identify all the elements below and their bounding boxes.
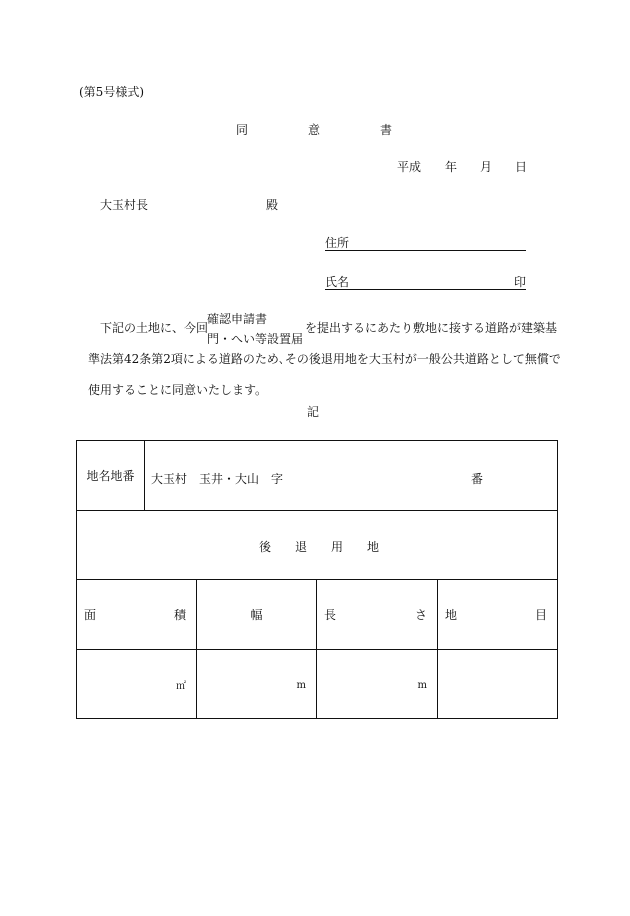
lot-suffix: 番 bbox=[471, 472, 484, 486]
setback-char-3: 用 bbox=[331, 540, 344, 554]
land-category-header-left: 地 bbox=[445, 608, 458, 622]
body-line1-post: を提出するにあたり敷地に接する道路が建築基 bbox=[305, 321, 558, 335]
date-day: 日 bbox=[515, 160, 528, 174]
title-char-1: 同 bbox=[236, 123, 249, 137]
width-header-label: 幅 bbox=[250, 608, 263, 622]
option-confirmation-application: 確認申請書 bbox=[207, 312, 268, 326]
length-header-left: 長 bbox=[324, 608, 337, 622]
address-field[interactable] bbox=[325, 236, 526, 251]
lot-row bbox=[77, 441, 558, 511]
seal-mark: 印 bbox=[514, 275, 527, 289]
area-header bbox=[77, 580, 197, 650]
setback-char-2: 退 bbox=[295, 540, 308, 554]
length-header-right: さ bbox=[414, 608, 427, 622]
land-category-header-right: 目 bbox=[534, 608, 547, 622]
column-header-row bbox=[77, 580, 558, 650]
value-row bbox=[77, 650, 558, 719]
lot-label-cell bbox=[77, 441, 145, 511]
date-month: 月 bbox=[480, 160, 493, 174]
area-header-right: 積 bbox=[173, 608, 186, 622]
date-year: 年 bbox=[445, 160, 458, 174]
setback-char-4: 地 bbox=[367, 540, 380, 554]
form-number: (第5号様式) bbox=[79, 85, 144, 99]
lot-value-cell[interactable] bbox=[145, 441, 558, 511]
address-label: 住所 bbox=[325, 236, 350, 250]
area-unit: ㎡ bbox=[176, 680, 186, 692]
addressee-honorific: 殿 bbox=[266, 198, 279, 212]
width-value-cell[interactable] bbox=[197, 650, 317, 719]
section-header-row bbox=[77, 511, 558, 580]
name-field[interactable] bbox=[325, 275, 526, 290]
lot-value: 大玉村 玉井・大山 字 bbox=[151, 472, 284, 486]
title-char-3: 書 bbox=[380, 123, 393, 137]
land-category-value-cell[interactable] bbox=[438, 650, 558, 719]
land-category-header bbox=[438, 580, 558, 650]
addressee-name: 大玉村長 bbox=[100, 198, 149, 212]
ki-heading: 記 bbox=[307, 405, 320, 419]
length-header bbox=[317, 580, 438, 650]
body-line2: 準法第42条第2項による道路のため､その後退用地を大玉村が一般公共道路として無償で bbox=[88, 352, 561, 366]
title-char-2: 意 bbox=[308, 123, 321, 137]
area-header-left: 面 bbox=[84, 608, 97, 622]
length-unit: m bbox=[417, 680, 427, 691]
body-line3: 使用することに同意いたします。 bbox=[88, 383, 268, 397]
option-gate-fence-notice: 門・へい等設置届 bbox=[207, 332, 304, 346]
lot-label: 地名地番 bbox=[86, 469, 135, 483]
setback-land-header bbox=[77, 511, 558, 580]
width-header bbox=[197, 580, 317, 650]
name-label: 氏名 bbox=[325, 275, 350, 289]
land-table bbox=[76, 440, 558, 719]
length-value-cell[interactable] bbox=[317, 650, 438, 719]
area-value-cell[interactable] bbox=[77, 650, 197, 719]
width-unit: m bbox=[296, 680, 306, 691]
date-era: 平成 bbox=[397, 160, 422, 174]
body-line1-pre: 下記の土地に、今回 bbox=[100, 321, 209, 335]
setback-char-1: 後 bbox=[259, 540, 272, 554]
